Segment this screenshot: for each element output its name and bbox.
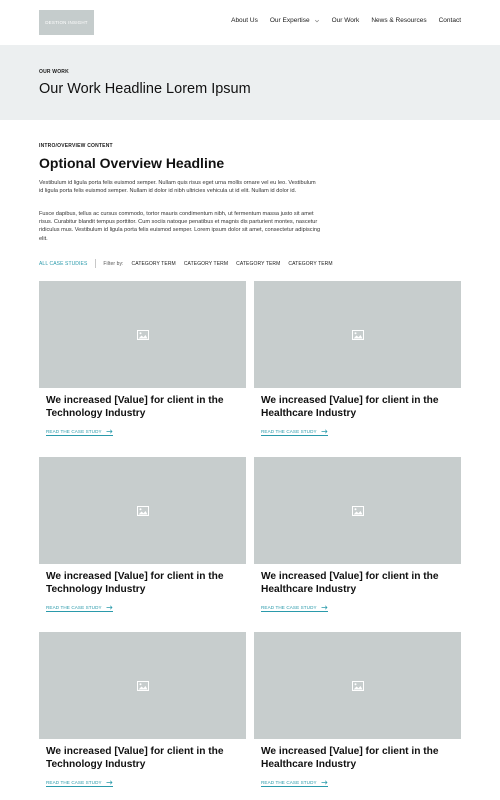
intro-paragraph: Fusce dapibus, tellus ac cursus commodo, tortor mauris condimentum nibh, ut fermentum massa justo sit amet risus. Curabitur blandit tempus porttitor. Cum sociis natoque penatibus et magnis dis parturient montes, nascetur ridiculus mus. Vestibulum id ligula porta felis euismod semper. Lorem ipsum dolor sit amet, consectetur adipiscing elit. [39, 211, 321, 242]
image-placeholder-icon [352, 506, 364, 516]
nav-our-work[interactable]: Our Work [331, 17, 360, 24]
logo[interactable] [39, 10, 94, 35]
arrow-right-icon [106, 780, 113, 785]
filter-bar [39, 259, 341, 268]
nav-about-us[interactable]: About Us [231, 17, 258, 24]
arrow-right-icon [106, 605, 113, 610]
arrow-right-icon [321, 780, 328, 785]
card-title: We increased [Value] for client in the Technology Industry [46, 571, 224, 595]
read-case-study-link[interactable] [261, 429, 328, 436]
card-title: We increased [Value] for client in the Technology Industry [46, 746, 224, 770]
intro-paragraph: Vestibulum id ligula porta felis euismod semper. Nullam quis risus eget urna mollis ornare vel eu leo. Vestibulum id ligula porta felis euismod semper. Nullam id dolor id nibh ultricies vehicula ut id elit. Nullam id dolor id. [39, 180, 316, 195]
card-image[interactable] [254, 457, 461, 564]
card-title: We increased [Value] for client in the Healthcare Industry [261, 571, 439, 595]
image-placeholder-icon [137, 681, 149, 691]
card-link-label: READ THE CASE STUDY [261, 780, 317, 785]
hero-eyebrow: OUR WORK [39, 69, 69, 75]
chevron-down-icon [314, 18, 320, 24]
case-study-card[interactable] [254, 457, 461, 614]
main-nav [231, 17, 461, 24]
image-placeholder-icon [352, 330, 364, 340]
read-case-study-link[interactable] [261, 780, 328, 787]
image-placeholder-icon [352, 681, 364, 691]
site-header [0, 0, 500, 45]
filter-term[interactable]: CATEGORY TERM [236, 260, 281, 267]
case-study-card[interactable] [39, 457, 246, 614]
read-case-study-link[interactable] [261, 605, 328, 612]
overview-title: Optional Overview Headline [39, 155, 225, 171]
arrow-right-icon [106, 429, 113, 434]
card-title: We increased [Value] for client in the Technology Industry [46, 395, 224, 419]
card-image[interactable] [254, 281, 461, 388]
card-image[interactable] [39, 632, 246, 739]
nav-contact[interactable]: Contact [438, 17, 461, 24]
card-image[interactable] [39, 281, 246, 388]
card-link-label: READ THE CASE STUDY [261, 605, 317, 610]
read-case-study-link[interactable] [46, 605, 113, 612]
card-link-label: READ THE CASE STUDY [261, 429, 317, 434]
filter-term[interactable]: CATEGORY TERM [131, 260, 176, 267]
card-link-label: READ THE CASE STUDY [46, 780, 102, 785]
hero-banner [0, 45, 500, 120]
nav-our-expertise-label: Our Expertise [269, 17, 310, 24]
card-title: We increased [Value] for client in the Healthcare Industry [261, 395, 439, 419]
case-study-card[interactable] [39, 281, 246, 438]
filter-divider [95, 259, 96, 268]
nav-news-resources[interactable]: News & Resources [371, 17, 427, 24]
card-link-label: READ THE CASE STUDY [46, 605, 102, 610]
card-link-label: READ THE CASE STUDY [46, 429, 102, 434]
page-title: Our Work Headline Lorem Ipsum [39, 81, 251, 97]
case-study-card[interactable] [39, 632, 246, 789]
logo-text: DESTION INSIGHT [45, 20, 88, 25]
filter-label: Filter by: [103, 260, 124, 267]
card-title: We increased [Value] for client in the Healthcare Industry [261, 746, 439, 770]
card-image[interactable] [254, 632, 461, 739]
read-case-study-link[interactable] [46, 429, 113, 436]
case-study-card[interactable] [254, 281, 461, 438]
image-placeholder-icon [137, 330, 149, 340]
intro-eyebrow: INTRO/OVERVIEW CONTENT [39, 143, 113, 149]
arrow-right-icon [321, 429, 328, 434]
filter-term[interactable]: CATEGORY TERM [288, 260, 333, 267]
case-study-card[interactable] [254, 632, 461, 789]
arrow-right-icon [321, 605, 328, 610]
filter-term[interactable]: CATEGORY TERM [183, 260, 229, 267]
read-case-study-link[interactable] [46, 780, 113, 787]
image-placeholder-icon [137, 506, 149, 516]
nav-our-expertise[interactable] [270, 17, 320, 24]
card-image[interactable] [39, 457, 246, 564]
all-case-studies-link[interactable]: ALL CASE STUDIES [39, 260, 88, 267]
